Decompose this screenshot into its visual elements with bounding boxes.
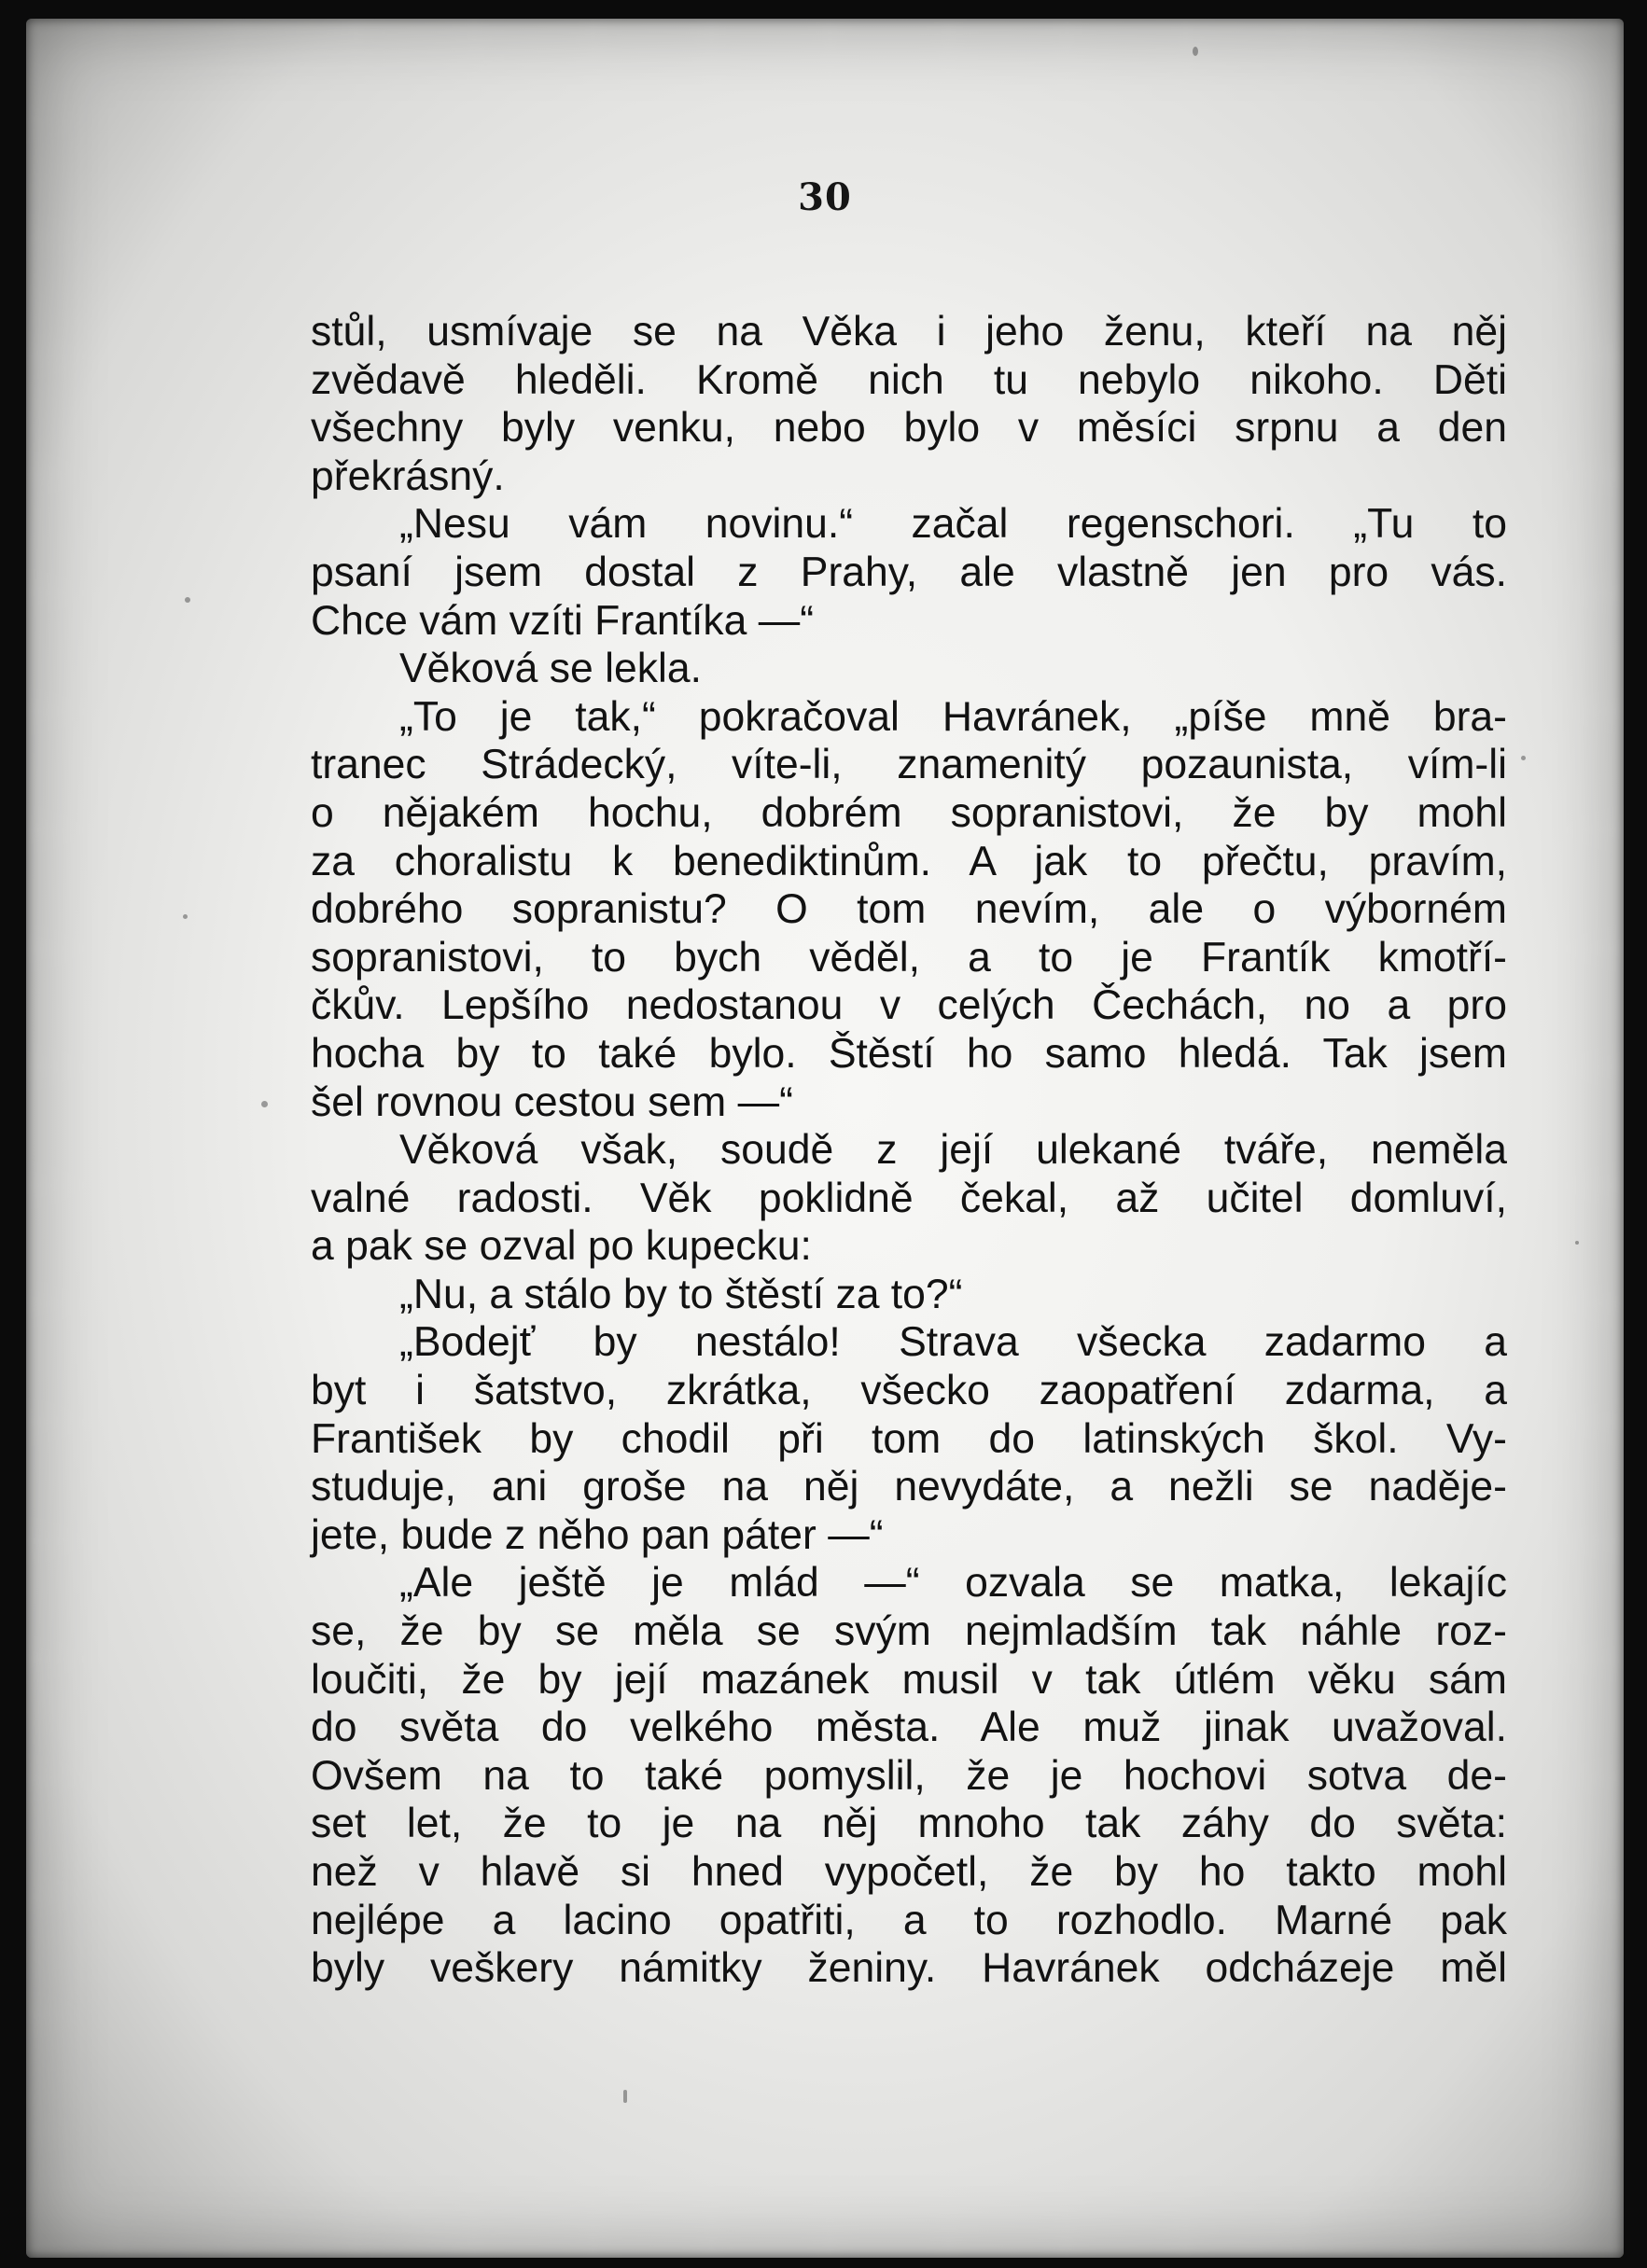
dust-speck [1193, 47, 1198, 56]
text-line: byt i šatstvo, zkrátka, všecko zaopatření zdarma, a [311, 1368, 1507, 1414]
paper-sheet [26, 19, 1624, 2258]
text-line: hocha by to také bylo. Štěstí ho samo hledá. Tak jsem [311, 1030, 1507, 1077]
dust-speck [1521, 756, 1526, 760]
text-line: Chce vám vzíti Frantíka —“ [311, 597, 815, 644]
text-line: tranec Strádecký, víte-li, znamenitý pozaunista, vím-li [311, 742, 1507, 788]
dust-speck [183, 914, 188, 919]
text-line: do světa do velkého města. Ale muž jinak uvažoval. [311, 1704, 1507, 1751]
text-line: psaní jsem dostal z Prahy, ale vlastně jen pro vás. [311, 549, 1507, 595]
dust-speck [261, 1101, 268, 1107]
text-line: „Nu, a stálo by to štěstí za to?“ [399, 1271, 963, 1317]
text-line: set let, že to je na něj mnoho tak záhy do světa: [311, 1801, 1507, 1847]
text-line: za choralistu k benediktinům. A jak to přečtu, pravím, [311, 838, 1507, 884]
text-line: studuje, ani groše na něj nevydáte, a nežli se naděje- [311, 1464, 1507, 1510]
text-line: „Ale ještě je mlád —“ ozvala se matka, lekajíc [399, 1560, 1507, 1607]
page-number: 30 [798, 175, 852, 219]
text-line: stůl, usmívaje se na Věka i jeho ženu, kteří na něj [311, 309, 1507, 355]
text-line: František by chodil při tom do latinských škol. Vy- [311, 1415, 1507, 1462]
text-line: překrásný. [311, 452, 505, 499]
text-line: a pak se ozval po kupecku: [311, 1223, 812, 1270]
text-line: „Bodejť by nestálo! Strava všecka zadarmo a [399, 1319, 1507, 1366]
text-line: valné radosti. Věk poklidně čekal, až učitel domluví, [311, 1175, 1507, 1221]
text-line: loučiti, že by její mazánek musil v tak útlém věku sám [311, 1656, 1507, 1703]
dust-speck [185, 597, 190, 603]
text-line: šel rovnou cestou sem —“ [311, 1078, 793, 1125]
text-line: jete, bude z něho pan páter —“ [311, 1511, 884, 1558]
text-line: o nějakém hochu, dobrém sopranistovi, že by mohl [311, 789, 1507, 836]
dust-speck [1575, 1241, 1579, 1245]
body-text [311, 308, 1507, 1993]
text-line: nejlépe a lacino opatřiti, a to rozhodlo. Marné pak [311, 1897, 1507, 1943]
text-line: „To je tak,“ pokračoval Havránek, „píše mně bra- [399, 693, 1507, 740]
text-line: Věková však, soudě z její ulekané tváře, neměla [399, 1127, 1507, 1174]
dust-speck [623, 2090, 627, 2103]
text-line: byly veškery námitky ženiny. Havránek odcházeje měl [311, 1945, 1507, 1992]
text-line: čkův. Lepšího nedostanou v celých Čechách, no a pro [311, 982, 1507, 1029]
text-line: Věková se lekla. [399, 646, 703, 692]
text-line: všechny byly venku, nebo bylo v měsíci srpnu a den [311, 405, 1507, 452]
text-line: než v hlavě si hned vypočetl, že by ho takto mohl [311, 1849, 1507, 1895]
text-line: Ovšem na to také pomyslil, že je hochovi sotva de- [311, 1752, 1507, 1799]
text-line: sopranistovi, to bych věděl, a to je Frantík kmotří- [311, 934, 1507, 981]
text-line: zvědavě hleděli. Kromě nich tu nebylo nikoho. Děti [311, 356, 1507, 403]
text-line: dobrého sopranistu? O tom nevím, ale o výborném [311, 886, 1507, 933]
text-line: „Nesu vám novinu.“ začal regenschori. „Tu to [399, 501, 1507, 548]
text-line: se, že by se měla se svým nejmladším tak náhle roz- [311, 1608, 1507, 1655]
